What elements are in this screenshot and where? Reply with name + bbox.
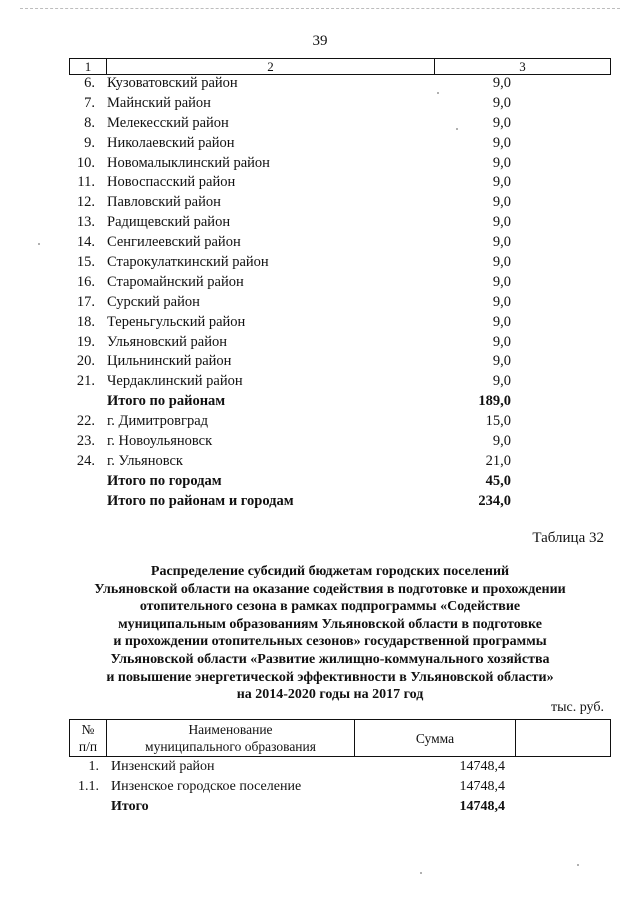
- table2-cell-value: 14748,4: [459, 779, 505, 794]
- table1-cell-num: 10.: [76, 154, 95, 171]
- table1-row: [69, 193, 609, 213]
- table1-cell-name: Итого по районам и городам: [107, 492, 294, 509]
- table1-cell-num: 7.: [84, 94, 95, 111]
- table1-cell-name: г. Димитровград: [107, 413, 209, 430]
- table1-cell-name: Кузоватовский район: [107, 75, 238, 91]
- table1-cell-num: 19.: [76, 333, 95, 350]
- table1-cell-num: 8.: [84, 114, 95, 131]
- header-number-sign: №: [81, 722, 95, 737]
- table1-cell-value: 9,0: [492, 273, 511, 290]
- table1-cell-num: 21.: [76, 373, 95, 390]
- table1-header-col1: 1: [70, 59, 107, 74]
- table1-row: [69, 452, 609, 472]
- table1-row: [69, 392, 609, 412]
- units-label: тыс. руб.: [551, 700, 604, 715]
- title-line: муниципальным образованиям Ульяновской области в подготовке: [118, 616, 542, 632]
- table1-cell-name: Павловский район: [107, 194, 221, 211]
- table1-cell-value: 189,0: [478, 393, 511, 410]
- table2-cell-name: Инзенский район: [111, 759, 215, 774]
- scan-speck: [437, 92, 439, 94]
- table2-body: [69, 757, 609, 817]
- table1-cell-num: 24.: [76, 452, 95, 469]
- table1-cell-value: 9,0: [492, 194, 511, 211]
- title-line: Ульяновской области на оказание содействия в подготовке и прохождении: [94, 581, 566, 597]
- table1-cell-name: Итого по районам: [107, 393, 226, 410]
- table1-row: [69, 352, 609, 372]
- table1-row: [69, 273, 609, 293]
- header-name-line1: Наименование: [188, 722, 273, 737]
- table1-row: [69, 94, 609, 114]
- table1-cell-value: 9,0: [492, 234, 511, 251]
- table1-cell-value: 9,0: [492, 433, 511, 450]
- table1-cell-num: 23.: [76, 433, 95, 450]
- table1-cell-name: Сенгилеевский район: [107, 234, 241, 251]
- table2-header-number: [70, 720, 107, 756]
- table1-cell-num: 14.: [76, 234, 95, 251]
- table1-cell-name: Мелекесский район: [107, 114, 229, 131]
- table1-cell-num: 20.: [76, 353, 95, 370]
- table1-row: [69, 313, 609, 333]
- table2-row: [69, 777, 609, 797]
- table2-cell-num: [69, 797, 103, 817]
- table1-row: [69, 74, 609, 94]
- table1-cell-num: 12.: [76, 194, 95, 211]
- table1-row: [69, 432, 609, 452]
- table1-cell-num: 22.: [76, 413, 95, 430]
- table1-header-col2: 2: [107, 59, 435, 74]
- page-number: 39: [312, 33, 328, 49]
- table1-row: [69, 213, 609, 233]
- header-name-line2: муниципального образования: [145, 739, 316, 754]
- table1-cell-name: Новоспасский район: [107, 174, 236, 191]
- table1-cell-value: 9,0: [492, 154, 511, 171]
- scan-speck: [577, 864, 579, 866]
- table1-cell-num: 13.: [76, 214, 95, 231]
- table1-cell-name: Сурский район: [107, 293, 200, 310]
- table2-cell-num: 1.: [88, 759, 99, 774]
- table1-cell-num: [69, 472, 99, 492]
- table1-cell-num: 15.: [76, 254, 95, 271]
- table1-cell-value: 9,0: [492, 214, 511, 231]
- table2-row: [69, 797, 609, 817]
- title-line: и прохождении отопительных сезонов» государственной программы: [113, 634, 547, 650]
- table1-cell-value: 9,0: [492, 254, 511, 271]
- table1-cell-num: 17.: [76, 293, 95, 310]
- table1-row: [69, 154, 609, 174]
- table1-row: [69, 233, 609, 253]
- table2-cell-name: Итого: [111, 799, 149, 814]
- scan-speck: [456, 128, 458, 130]
- table1-cell-value: 9,0: [492, 94, 511, 111]
- title-line: отопительного сезона в рамках подпрограммы «Содействие: [139, 599, 521, 615]
- table2-header: [69, 719, 611, 757]
- table1-cell-num: 11.: [77, 174, 95, 191]
- table1-row: [69, 293, 609, 313]
- table1-body: [69, 74, 609, 512]
- table1-cell-value: 9,0: [492, 353, 511, 370]
- table1-cell-value: 15,0: [485, 413, 511, 430]
- table1-cell-num: [69, 492, 99, 512]
- table2-header-name: [107, 720, 355, 756]
- table1-cell-name: г. Новоульяновск: [107, 433, 213, 450]
- table1-cell-value: 234,0: [478, 492, 511, 509]
- table1-cell-name: Старокулаткинский район: [107, 254, 269, 271]
- table2-cell-value: 14748,4: [459, 759, 505, 774]
- table2-cell-value: 14748,4: [459, 799, 505, 814]
- table1-cell-name: Николаевский район: [107, 134, 235, 151]
- table1-cell-name: Чердаклинский район: [107, 373, 243, 390]
- table1-cell-name: Старомайнский район: [107, 273, 244, 290]
- scan-speck: [420, 872, 422, 874]
- table2-header-blank: [516, 720, 610, 756]
- title-line: на 2014-2020 годы на 2017 год: [236, 687, 424, 703]
- table1-row: [69, 412, 609, 432]
- table1-cell-name: Цильнинский район: [107, 353, 232, 370]
- table2-row: [69, 757, 609, 777]
- table1-cell-value: 9,0: [492, 313, 511, 330]
- table2-title: [60, 563, 600, 704]
- table1-cell-name: Майнский район: [107, 94, 211, 111]
- table-label: Таблица 32: [532, 530, 604, 546]
- table1-cell-num: 9.: [84, 134, 95, 151]
- table1-row: [69, 333, 609, 353]
- table1-cell-value: 9,0: [492, 373, 511, 390]
- table1-row: [69, 492, 609, 512]
- table1-cell-num: [69, 392, 99, 412]
- table1-row: [69, 472, 609, 492]
- table1-cell-value: 45,0: [485, 472, 511, 489]
- table1-cell-value: 9,0: [492, 174, 511, 191]
- table2-cell-num: 1.1.: [78, 779, 99, 794]
- table2-cell-name: Инзенское городское поселение: [111, 779, 302, 794]
- table1-row: [69, 114, 609, 134]
- table1-cell-name: Новомалыклинский район: [107, 154, 270, 171]
- table1-cell-value: 9,0: [492, 333, 511, 350]
- table1-cell-value: 9,0: [492, 134, 511, 151]
- table1-cell-num: 16.: [76, 273, 95, 290]
- table1-cell-name: г. Ульяновск: [107, 452, 183, 469]
- table1-cell-value: 9,0: [492, 75, 511, 91]
- table1-cell-num: 18.: [76, 313, 95, 330]
- table1-cell-value: 9,0: [492, 114, 511, 131]
- table1-cell-num: 6.: [84, 75, 95, 91]
- title-line: и повышение энергетической эффективности в Ульяновской области»: [106, 669, 554, 685]
- table1-row: [69, 134, 609, 154]
- table1-header: [69, 58, 611, 75]
- table2-header-sum: Сумма: [355, 720, 516, 756]
- scan-speck: [38, 243, 40, 245]
- scan-edge-line: [20, 8, 620, 9]
- table1-cell-name: Радищевский район: [107, 214, 231, 231]
- table1-row: [69, 372, 609, 392]
- table1-cell-name: Тереньгульский район: [107, 313, 246, 330]
- table1-row: [69, 253, 609, 273]
- title-line: Ульяновской области «Развитие жилищно-коммунального хозяйства: [110, 651, 550, 667]
- table1-header-col3: 3: [519, 59, 526, 74]
- table1-cell-value: 21,0: [485, 452, 511, 469]
- table1-row: [69, 173, 609, 193]
- title-line: Распределение субсидий бюджетам городских поселений: [150, 564, 510, 579]
- table1-cell-name: Ульяновский район: [107, 333, 228, 350]
- header-number-abbr: п/п: [78, 739, 98, 754]
- table1-cell-name: Итого по городам: [107, 472, 222, 489]
- table1-cell-value: 9,0: [492, 293, 511, 310]
